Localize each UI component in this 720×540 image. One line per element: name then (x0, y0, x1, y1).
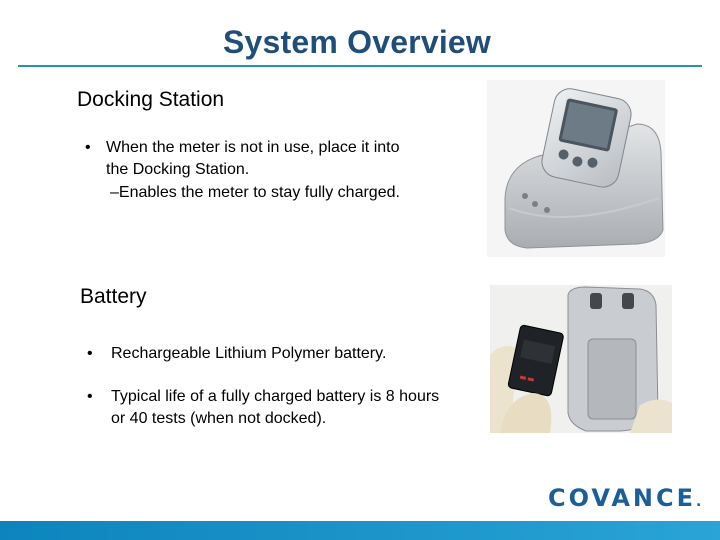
battery-bullet-2 (87, 386, 447, 430)
battery-photo (490, 285, 672, 433)
logo-mark: . (695, 494, 702, 510)
logo-text: COVANCE (548, 484, 696, 512)
bullet-marker: • (87, 345, 93, 362)
docking-bullet (85, 137, 415, 181)
bullet-marker: • (87, 388, 93, 405)
slide-title: System Overview (222, 24, 492, 60)
docking-station-heading: Docking Station (77, 88, 225, 111)
battery-bullet-text: Rechargeable Lithium Polymer battery. (111, 345, 387, 362)
battery-bullet-text: Typical life of a fully charged battery is 8 hours or 40 tests (when not docked). (111, 388, 440, 427)
covance-logo (548, 484, 701, 514)
docking-station-photo (487, 80, 665, 257)
docking-bullet-text: When the meter is not in use, place it into the Docking Station. (106, 139, 400, 178)
docking-sub-bullet: –Enables the meter to stay fully charged. (110, 184, 400, 201)
footer-bar (0, 521, 720, 540)
bullet-marker: • (85, 139, 91, 156)
title-divider (18, 65, 702, 67)
docking-station-illustration (487, 80, 665, 257)
battery-illustration (490, 285, 672, 433)
battery-bullet-1 (87, 343, 447, 365)
battery-heading: Battery (80, 285, 147, 308)
